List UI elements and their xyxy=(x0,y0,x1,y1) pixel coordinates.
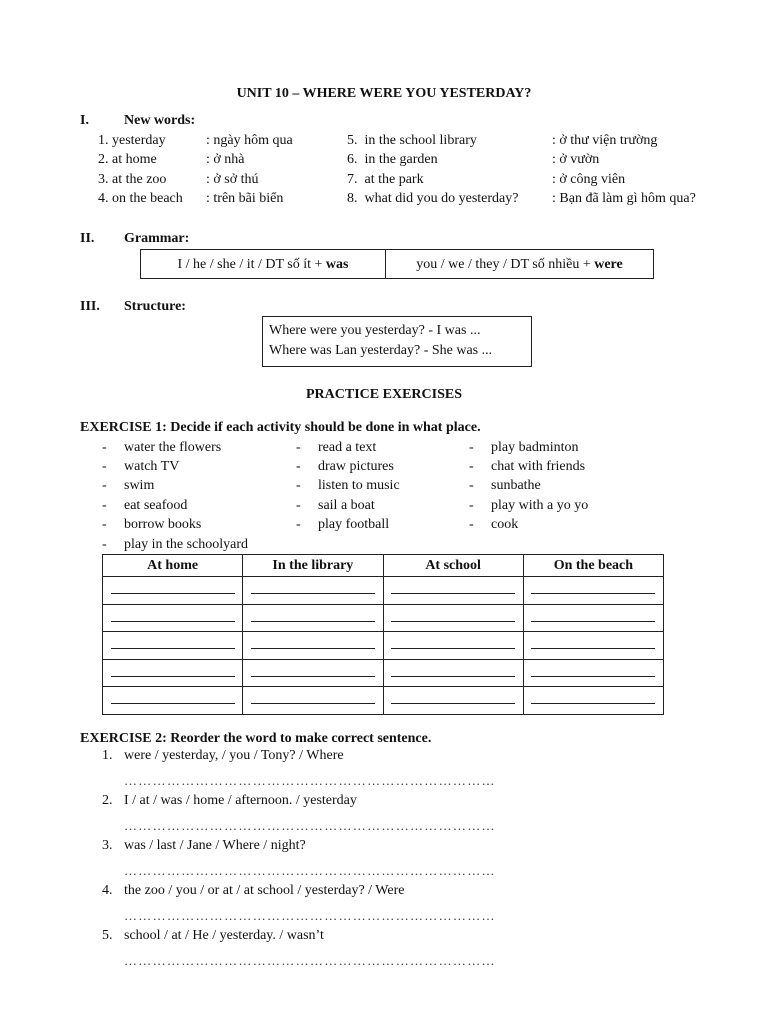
structure-box xyxy=(262,316,532,367)
grammar-plural-text: you / we / they / DT số nhiều + xyxy=(416,257,595,272)
reorder-prompt: I / at / was / home / afternoon. / yesterday xyxy=(124,793,357,808)
vocab-meaning: : ở nhà xyxy=(206,152,245,167)
reorder-prompt: was / last / Jane / Where / night? xyxy=(124,838,306,853)
page-title: UNIT 10 – WHERE WERE YOU YESTERDAY? xyxy=(236,86,532,101)
item-number: 1. xyxy=(102,748,113,763)
table-row xyxy=(103,604,664,632)
answer-cell[interactable] xyxy=(383,604,523,632)
vocab-term: 3. at the zoo xyxy=(98,172,167,187)
section-number-grammar: II. xyxy=(80,231,95,246)
header-on-the-beach: On the beach xyxy=(523,555,663,577)
vocab-term: 8. what did you do yesterday? xyxy=(347,191,519,206)
activity-item: draw pictures xyxy=(318,459,394,474)
activity-item: borrow books xyxy=(124,517,202,532)
activity-item: watch TV xyxy=(124,459,180,474)
answer-line[interactable]: …………………………………………………………………… xyxy=(124,908,496,923)
answer-cell[interactable] xyxy=(523,687,663,715)
practice-title: PRACTICE EXERCISES xyxy=(306,387,462,402)
item-number: 3. xyxy=(102,838,113,853)
exercise-1-title: EXERCISE 1: Decide if each activity should be done in what place. xyxy=(80,420,481,435)
activity-item: sunbathe xyxy=(491,478,541,493)
answer-cell[interactable] xyxy=(243,632,383,660)
grammar-table xyxy=(140,249,654,279)
grammar-plural xyxy=(386,255,653,274)
answer-cell[interactable] xyxy=(523,632,663,660)
vocab-term: 1. yesterday xyxy=(98,133,166,148)
exercise-2-title: EXERCISE 2: Reorder the word to make correct sentence. xyxy=(80,731,432,746)
grammar-singular xyxy=(141,255,385,274)
activity-item: read a text xyxy=(318,440,377,455)
grammar-singular-text: I / he / she / it / DT số ít + xyxy=(177,257,326,272)
activity-item: listen to music xyxy=(318,478,400,493)
reorder-prompt: were / yesterday, / you / Tony? / Where xyxy=(124,748,344,763)
vocab-term: 6. in the garden xyxy=(347,152,438,167)
answer-cell[interactable] xyxy=(243,577,383,605)
item-number: 5. xyxy=(102,928,113,943)
table-row xyxy=(103,577,664,605)
places-table xyxy=(102,554,664,715)
vocab-meaning: : trên bãi biển xyxy=(206,191,284,206)
vocab-meaning: : ở sở thú xyxy=(206,172,259,187)
answer-cell[interactable] xyxy=(243,659,383,687)
answer-cell[interactable] xyxy=(243,687,383,715)
answer-cell[interactable] xyxy=(383,632,523,660)
header-at-home: At home xyxy=(103,555,243,577)
item-number: 4. xyxy=(102,883,113,898)
item-number: 2. xyxy=(102,793,113,808)
answer-cell[interactable] xyxy=(383,659,523,687)
answer-line[interactable]: …………………………………………………………………… xyxy=(124,953,496,968)
activity-item: chat with friends xyxy=(491,459,586,474)
reorder-prompt: the zoo / you / or at / at school / yesterday? / Were xyxy=(124,883,405,898)
grammar-was: was xyxy=(325,257,349,272)
answer-line[interactable]: …………………………………………………………………… xyxy=(124,818,496,833)
table-header-row xyxy=(103,555,664,577)
answer-cell[interactable] xyxy=(523,577,663,605)
activity-item: play in the schoolyard xyxy=(124,537,249,552)
activity-item: water the flowers xyxy=(124,440,222,455)
vocab-meaning: : ngày hôm qua xyxy=(206,133,293,148)
vocab-term: 5. in the school library xyxy=(347,133,477,148)
grammar-were: were xyxy=(594,257,623,272)
answer-cell[interactable] xyxy=(383,687,523,715)
activity-item: play badminton xyxy=(491,440,579,455)
answer-cell[interactable] xyxy=(523,659,663,687)
vocab-meaning: : ở vườn xyxy=(552,152,600,167)
answer-cell[interactable] xyxy=(103,687,243,715)
activity-item: play football xyxy=(318,517,390,532)
activity-item: sail a boat xyxy=(318,498,375,513)
header-at-school: At school xyxy=(383,555,523,577)
section-number-new-words: I. xyxy=(80,113,89,128)
table-row xyxy=(103,659,664,687)
vocab-term: 2. at home xyxy=(98,152,157,167)
grammar-heading: Grammar: xyxy=(124,231,190,246)
vocab-meaning: : ở thư viện trường xyxy=(552,133,658,148)
structure-heading: Structure: xyxy=(124,299,186,314)
answer-line[interactable]: …………………………………………………………………… xyxy=(124,773,496,788)
activity-item: play with a yo yo xyxy=(491,498,589,513)
answer-cell[interactable] xyxy=(243,604,383,632)
section-number-structure: III. xyxy=(80,299,100,314)
vocab-meaning: : Bạn đã làm gì hôm qua? xyxy=(552,191,696,206)
activity-item: cook xyxy=(491,517,519,532)
new-words-heading: New words: xyxy=(124,113,196,128)
header-in-the-library: In the library xyxy=(243,555,383,577)
table-row xyxy=(103,632,664,660)
vocab-meaning: : ở công viên xyxy=(552,172,626,187)
answer-cell[interactable] xyxy=(103,632,243,660)
answer-cell[interactable] xyxy=(103,577,243,605)
vocab-term: 4. on the beach xyxy=(98,191,183,206)
table-row xyxy=(103,687,664,715)
vocab-term: 7. at the park xyxy=(347,172,424,187)
answer-cell[interactable] xyxy=(103,659,243,687)
activity-item: swim xyxy=(124,478,155,493)
answer-line[interactable]: …………………………………………………………………… xyxy=(124,863,496,878)
answer-cell[interactable] xyxy=(383,577,523,605)
reorder-prompt: school / at / He / yesterday. / wasn’t xyxy=(124,928,324,943)
activity-item: eat seafood xyxy=(124,498,188,513)
answer-cell[interactable] xyxy=(103,604,243,632)
structure-line-1: Where were you yesterday? - I was ... xyxy=(269,323,481,338)
structure-line-2: Where was Lan yesterday? - She was ... xyxy=(269,343,493,358)
answer-cell[interactable] xyxy=(523,604,663,632)
